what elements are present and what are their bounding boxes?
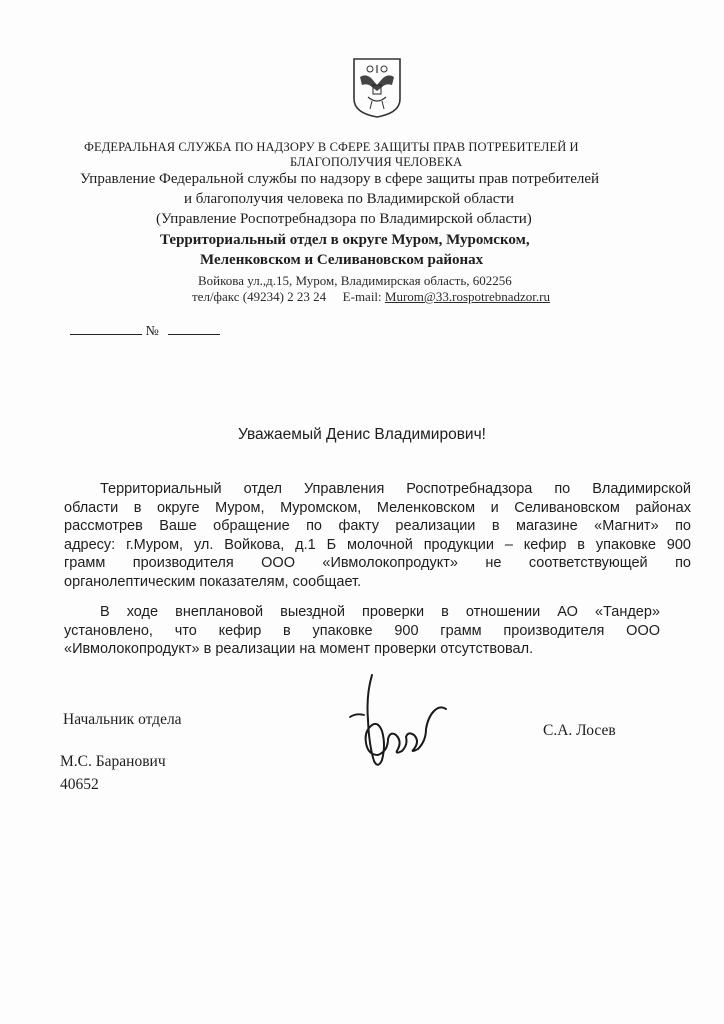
department-line-1: Управление Федеральной службы по надзору в сфере защиты прав потребителей [80,171,600,187]
paragraph-2-line: установлено, что кефир в упаковке 900 грамм производителя ООО [64,622,660,639]
number-sign: № [145,324,159,339]
paragraph-1-line: области в округе Муром, Муромском, Меленковском и Селивановском районах [64,499,691,516]
office-name-line-2: Меленковском и Селивановском районах [200,252,484,268]
office-contacts [192,290,550,303]
number-blank [168,322,220,335]
paragraph-1-line: Территориальный отдел Управления Роспотребнадзора по Владимирской [100,481,691,497]
agency-title-line-1: ФЕДЕРАЛЬНАЯ СЛУЖБА ПО НАДЗОРУ В СФЕРЕ ЗАЩИТЫ ПРАВ ПОТРЕБИТЕЛЕЙ И [84,140,579,154]
letter-greeting: Уважаемый Денис Владимирович! [238,426,486,443]
paragraph-1-line: адресу: г.Муром, ул. Войкова, д.1 Б молочной продукции – кефир в упаковке 900 [64,536,691,553]
registration-line [70,322,220,340]
department-line-3: (Управление Роспотребнадзора по Владимирской области) [156,211,532,227]
signer-name: С.А. Лосев [543,722,616,739]
signer-position: Начальник отдела [63,711,182,728]
agency-title-line-2: БЛАГОПОЛУЧИЯ ЧЕЛОВЕКА [290,155,463,169]
paragraph-1-line: грамм производителя ООО «Ивмолокопродукт» не соответствующей по [64,555,691,572]
coat-of-arms-icon [350,55,404,119]
department-line-2: и благополучия человека по Владимирской области [184,191,515,207]
email-label: E-mail: [342,289,382,304]
letter-paragraph-1 [64,480,691,592]
paragraph-1-line: рассмотрев Ваше обращение по факту реализации в магазине «Магнит» по [64,518,691,535]
executor-name: М.С. Баранович [60,753,166,770]
paragraph-1-line: органолептическим показателям, сообщает. [64,573,362,590]
letter-paragraph-2 [64,603,660,659]
paragraph-2-line: В ходе внеплановой выездной проверки в отношении АО «Тандер» [100,604,660,620]
date-blank [70,322,142,335]
handwritten-signature [342,665,472,775]
office-name-line-1: Территориальный отдел в округе Муром, Муромском, [160,232,530,248]
office-phone: тел/факс (49234) 2 23 24 [192,289,327,304]
paragraph-2-line: «Ивмолокопродукт» в реализации на момент проверки отсутствовал. [64,641,534,658]
office-email-link[interactable]: Murom@33.rospotrebnadzor.ru [384,289,550,304]
executor-phone: 40652 [60,776,99,793]
office-address: Войкова ул.,д.15, Муром, Владимирская область, 602256 [198,273,512,288]
